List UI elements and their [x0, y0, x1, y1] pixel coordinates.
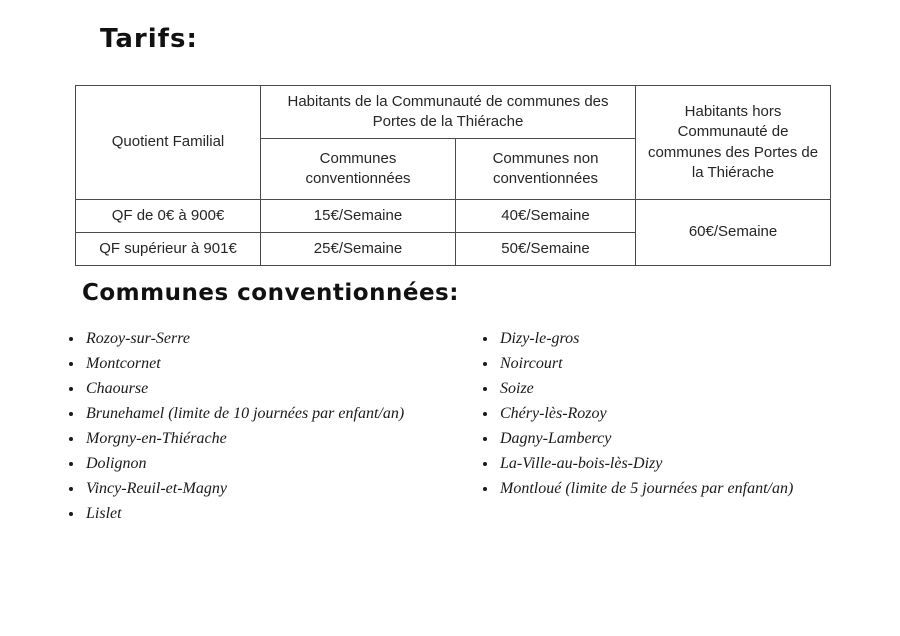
table-header-row-1 [76, 86, 831, 139]
commune-list-item: • Soize [498, 376, 793, 401]
commune-list-item: • Montcornet [84, 351, 404, 376]
cell-qf-sup-901: QF supérieur à 901€ [76, 233, 261, 266]
commune-list-item: • Dizy-le-gros [498, 326, 793, 351]
cell-conventionnees-row2: 25€/Semaine [261, 233, 456, 266]
header-habitants-cdc: Habitants de la Communauté de communes des Portes de la Thiérache [261, 86, 636, 139]
commune-list-item: • Montloué (limite de 5 journées par enfant/an) [498, 476, 793, 501]
commune-list-item: • Dagny-Lambercy [498, 426, 793, 451]
commune-list-item: • Chaourse [84, 376, 404, 401]
cell-non-conventionnees-row2: 50€/Semaine [456, 233, 636, 266]
table-row [76, 200, 831, 233]
commune-list-item: • Morgny-en-Thiérache [84, 426, 404, 451]
header-communes-non-conventionnees: Communes non conventionnées [456, 139, 636, 200]
header-quotient-familial: Quotient Familial [76, 86, 261, 200]
commune-list-item: • Chéry-lès-Rozoy [498, 401, 793, 426]
commune-list-item: • Noircourt [498, 351, 793, 376]
communes-list-left [62, 326, 404, 526]
tarifs-table [75, 85, 831, 266]
cell-hors-row1: 60€/Semaine [636, 200, 831, 266]
tarifs-heading: Tarifs: [100, 24, 198, 54]
cell-conventionnees-row1: 15€/Semaine [261, 200, 456, 233]
commune-list-item: • Lislet [84, 501, 404, 526]
commune-list-item: • Vincy-Reuil-et-Magny [84, 476, 404, 501]
commune-list-item: • Brunehamel (limite de 10 journées par enfant/an) [84, 401, 404, 426]
cell-qf-0-900: QF de 0€ à 900€ [76, 200, 261, 233]
commune-list-item: • Dolignon [84, 451, 404, 476]
communes-conventionnees-heading: Communes conventionnées: [82, 280, 459, 306]
header-communes-conventionnees: Communes conventionnées [261, 139, 456, 200]
commune-list-item: • Rozoy-sur-Serre [84, 326, 404, 351]
communes-list-right [476, 326, 793, 501]
header-habitants-hors: Habitants hors Communauté de communes des Portes de la Thiérache [636, 86, 831, 200]
commune-list-item: • La-Ville-au-bois-lès-Dizy [498, 451, 793, 476]
cell-non-conventionnees-row1: 40€/Semaine [456, 200, 636, 233]
